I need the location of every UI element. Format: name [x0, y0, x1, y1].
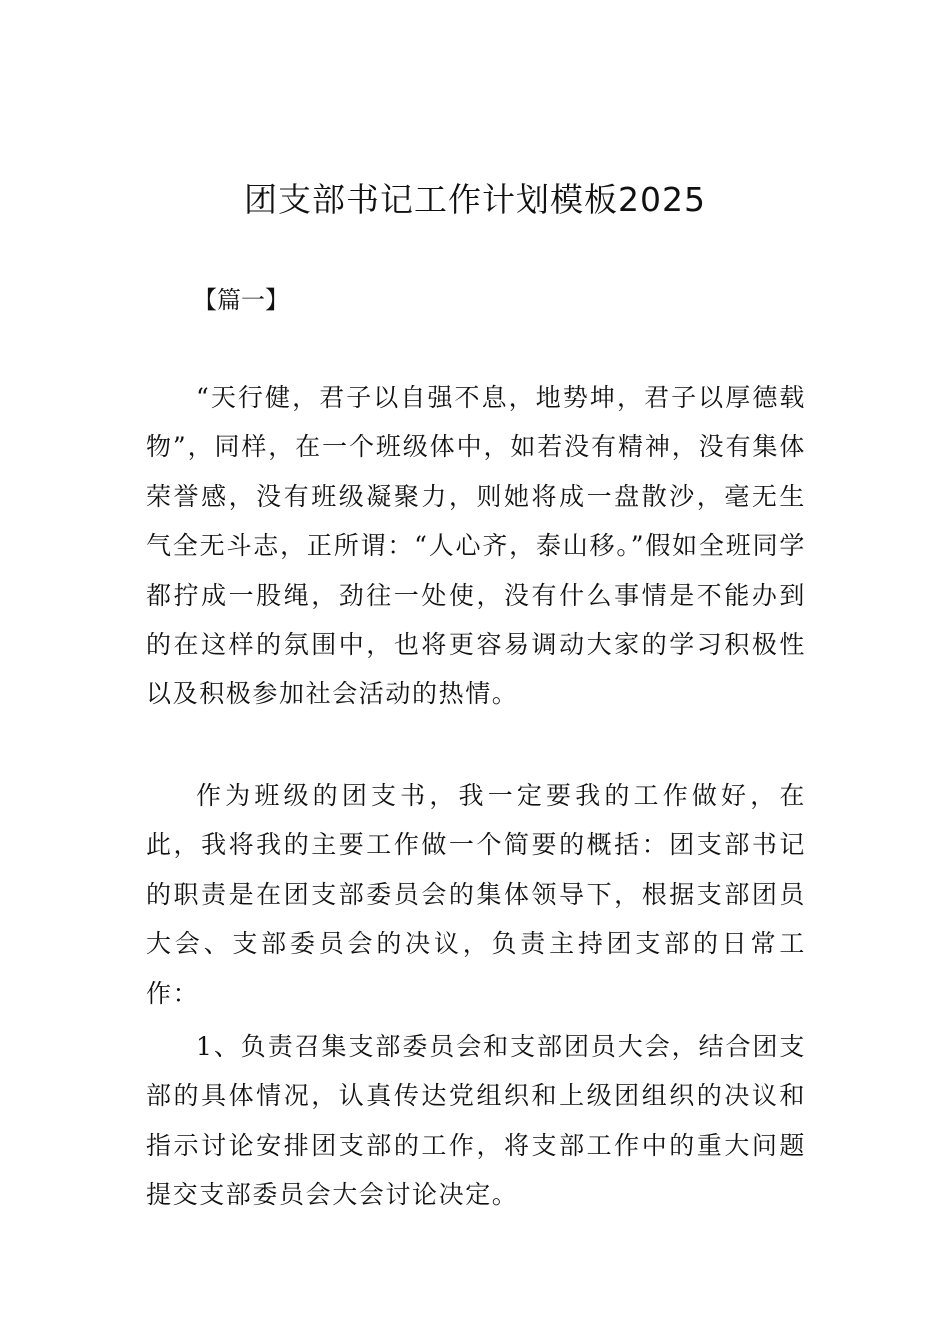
- section-label: 【篇一】: [193, 286, 289, 314]
- paragraph-3: 1、负责召集支部委员会和支部团员大会，结合团支部的具体情况，认真传达党组织和上级团组织的决议和指示讨论安排团支部的工作，将支部工作中的重大问题提交支部委员会大会讨论决定。: [146, 1032, 806, 1210]
- document-title: 团支部书记工作计划模板2025: [244, 180, 706, 219]
- paragraph-1: “天行健，君子以自强不息，地势坤，君子以厚德载物”，同样，在一个班级体中，如若没有精神，没有集体荣誉感，没有班级凝聚力，则她将成一盘散沙，毫无生气全无斗志，正所谓：“人心齐，泰山移。”假如全班同学都拧成一股绳，劲往一处使，没有什么事情是不能办到的在这样的氛围中，也将更容易调动大家的学习积极性以及积极参加社会活动的热情。: [146, 383, 806, 709]
- paragraph-2: 作为班级的团支书，我一定要我的工作做好，在此，我将我的主要工作做一个简要的概括：团支部书记的职责是在团支部委员会的集体领导下，根据支部团员大会、支部委员会的决议，负责主持团支部的日常工作：: [146, 781, 806, 1008]
